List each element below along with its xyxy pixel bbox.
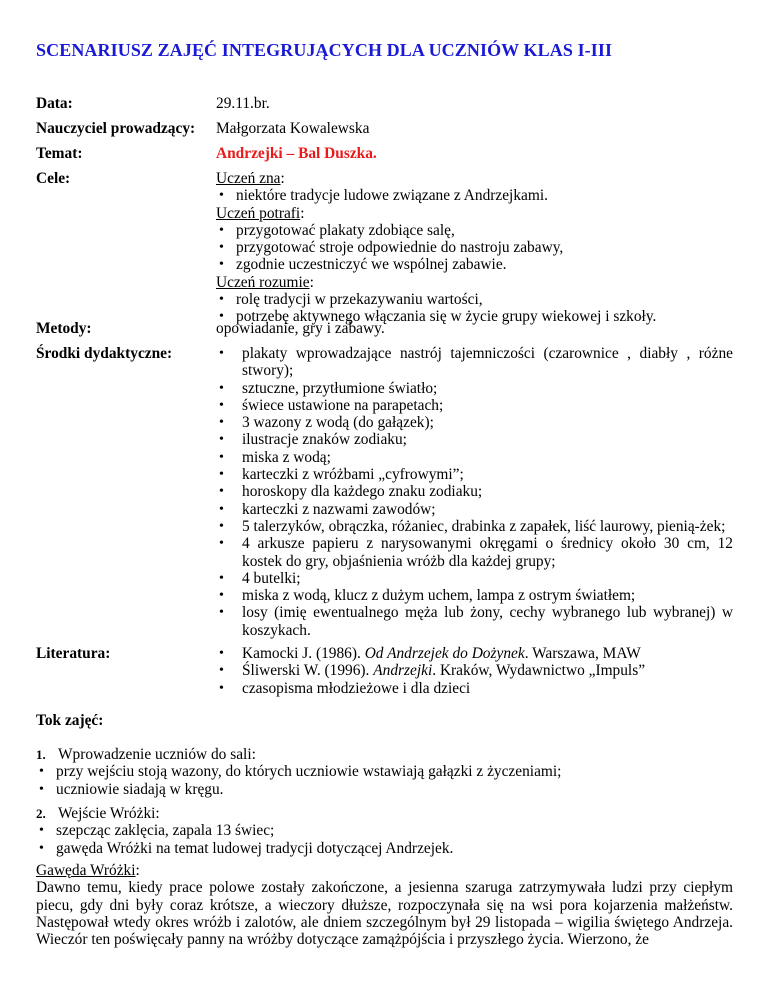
course-heading: Tok zajęć:	[36, 712, 104, 729]
list-item: • uczniowie siadają w kręgu.	[36, 781, 733, 798]
teacher-value: Małgorzata Kowalewska	[216, 120, 370, 137]
methods-value: opowiadanie, gry i zabawy.	[216, 320, 385, 337]
step-list	[36, 822, 733, 857]
literature-list	[216, 645, 733, 697]
story-heading: Gawęda Wróżki:	[36, 862, 140, 879]
list-item: • świece ustawione na parapetach;	[216, 397, 733, 414]
goals-can-heading: Uczeń potrafi:	[216, 204, 305, 222]
list-item: • 5 talerzyków, obrączka, różaniec, drabinka z zapałek, liść laurowy, pienią-żek;	[216, 518, 733, 535]
means-label: Środki dydaktyczne:	[36, 345, 173, 362]
list-item: • przygotować plakaty zdobiące salę,	[216, 222, 733, 239]
goals-can-list	[216, 222, 733, 274]
teacher-label: Nauczyciel prowadzący:	[36, 120, 196, 137]
list-item: • 4 butelki;	[216, 570, 733, 587]
list-item: • szepcząc zaklęcia, zapala 13 świec;	[36, 822, 733, 839]
list-item: • plakaty wprowadzające nastrój tajemniczości (czarownice , diabły , różne stwory);	[216, 345, 733, 380]
list-item: • karteczki z nazwami zawodów;	[216, 501, 733, 518]
step-text: Wejście Wróżki:	[58, 805, 160, 822]
list-item: • sztuczne, przytłumione światło;	[216, 380, 733, 397]
step-text: Wprowadzenie uczniów do sali:	[58, 746, 256, 763]
list-item: • gawęda Wróżki na temat ludowej tradycji dotyczącej Andrzejek.	[36, 840, 733, 857]
goals-understands-heading: Uczeń rozumie:	[216, 273, 314, 291]
literature-label: Literatura:	[36, 645, 111, 662]
date-value: 29.11.br.	[216, 95, 270, 112]
topic-label: Temat:	[36, 145, 83, 162]
list-item: • ilustracje znaków zodiaku;	[216, 431, 733, 448]
list-item: • miska z wodą;	[216, 449, 733, 466]
step-list	[36, 763, 733, 798]
list-item: • rolę tradycji w przekazywaniu wartości,	[216, 291, 733, 308]
goals-label: Cele:	[36, 170, 71, 187]
step-number: 2.	[36, 806, 46, 821]
list-item: • 4 arkusze papieru z narysowanymi okręgami o średnicy około 30 cm, 12 kostek do gry, objaśnienia wróżb dla każdej grupy;	[216, 535, 733, 570]
topic-value: Andrzejki – Bal Duszka.	[216, 145, 377, 162]
means-value	[216, 345, 733, 639]
story-text: Dawno temu, kiedy prace polowe zostały zakończone, a jesienna szaruga zatrzymywała ludzi przy ciepłym piecu, gdy dni były coraz krótsze, a wieczory dłuższe, rozpoczynała się na wsi pora kojarzenia małżeństw. Następował wtedy okres wróżb i zalotów, ale dniem szczególnym był 29 listopada – wigilia świętego Andrzeja. Wieczór ten poświęcały panny na wróżby dotyczące zamążpójścia i przyszłego życia. Wierzono, że	[36, 879, 733, 949]
list-item: • horoskopy dla każdego znaku zodiaku;	[216, 483, 733, 500]
step-number: 1.	[36, 747, 46, 762]
list-item: • karteczki z wróżbami „cyfrowymi”;	[216, 466, 733, 483]
goals-value	[216, 170, 733, 326]
goals-knows-list	[216, 187, 733, 204]
document-title: SCENARIUSZ ZAJĘĆ INTEGRUJĄCYCH DLA UCZNIÓW KLAS I-III	[36, 40, 613, 60]
list-item: • przy wejściu stoją wazony, do których uczniowie wstawiają gałązki z życzeniami;	[36, 763, 733, 780]
list-item: • przygotować stroje odpowiednie do nastroju zabawy,	[216, 239, 733, 256]
story-section	[36, 862, 733, 948]
means-list	[216, 345, 733, 639]
list-item: • losy (imię ewentualnego męża lub żony, cechy wybranego lub wybranej) w koszykach.	[216, 604, 733, 639]
literature-value	[216, 645, 733, 697]
list-item: • czasopisma młodzieżowe i dla dzieci	[216, 680, 733, 697]
list-item: • zgodnie uczestniczyć we wspólnej zabawie.	[216, 256, 733, 273]
list-item: • potrzebę aktywnego włączania się w życie grupy wiekowej i szkoły.	[216, 308, 733, 325]
list-item: • niektóre tradycje ludowe związane z Andrzejkami.	[216, 187, 733, 204]
goals-knows-heading: Uczeń zna:	[216, 170, 285, 187]
methods-label: Metody:	[36, 320, 92, 337]
list-item: • 3 wazony z wodą (do gałązek);	[216, 414, 733, 431]
list-item: • Śliwerski W. (1996). Andrzejki. Kraków, Wydawnictwo „Impuls”	[216, 662, 733, 679]
list-item: • Kamocki J. (1986). Od Andrzejek do Dożynek. Warszawa, MAW	[216, 645, 733, 662]
list-item: • miska z wodą, klucz z dużym uchem, lampa z ostrym światłem;	[216, 587, 733, 604]
date-label: Data:	[36, 95, 73, 112]
